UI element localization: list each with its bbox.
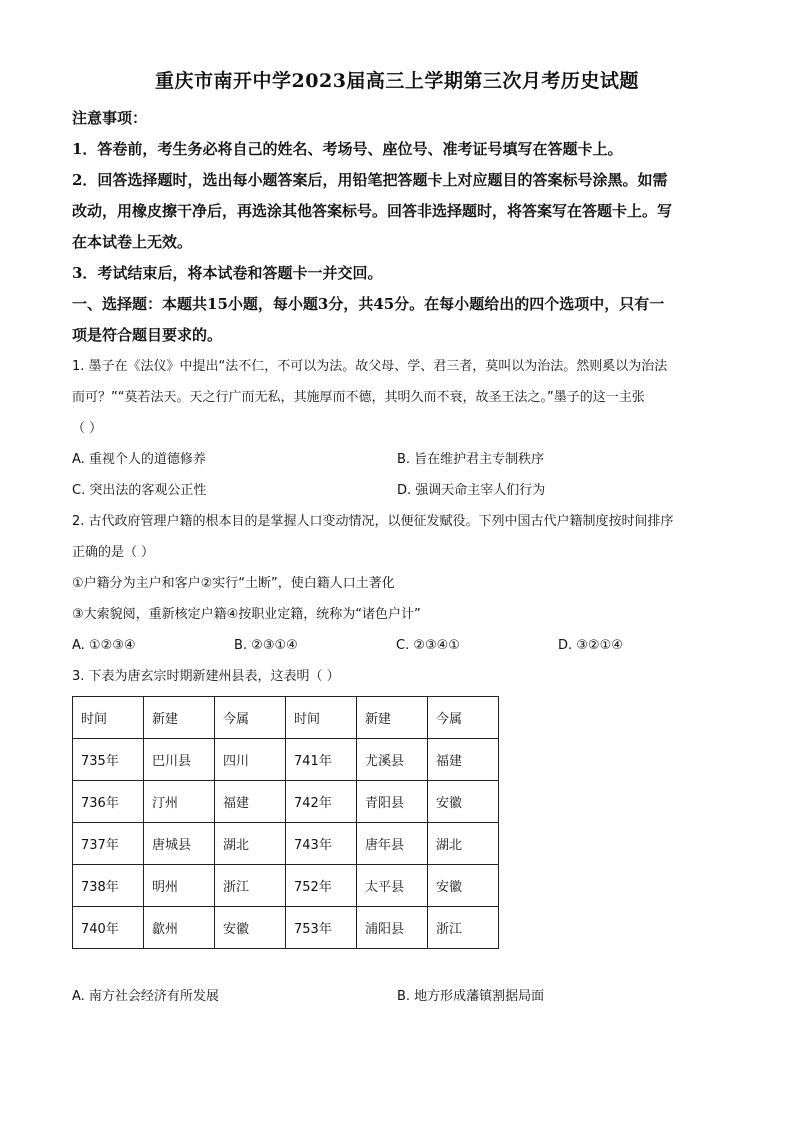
table-cell: 尤溪县 xyxy=(357,739,428,781)
table-header-cell: 时间 xyxy=(73,697,144,739)
table-row xyxy=(73,739,499,781)
q2-options-row xyxy=(72,630,722,661)
section-heading: 一、选择题：本题共15小题，每小题3分，共45分。在每小题给出的四个选项中，只有一 xyxy=(72,295,665,313)
notice-item-1: 1．答卷前，考生务必将自己的姓名、考场号、座位号、准考证号填写在答题卡上。 xyxy=(72,140,623,158)
table-cell: 湖北 xyxy=(428,823,499,865)
table-header-cell: 今属 xyxy=(215,697,286,739)
county-table xyxy=(72,696,499,949)
notice-item-2: 2．回答选择题时，选出每小题答案后，用铅笔把答题卡上对应题目的答案标号涂黑。如需 xyxy=(72,171,668,189)
q2-option-b: B. ②③①④ xyxy=(234,638,298,653)
table-header-cell: 时间 xyxy=(286,697,357,739)
question-1 xyxy=(72,351,722,506)
table-cell: 浦阳县 xyxy=(357,907,428,949)
notice-item-2-cont: 改动，用橡皮擦干净后，再选涂其他答案标号。回答非选择题时，将答案写在答题卡上。写 xyxy=(72,202,673,220)
q1-options-row-1 xyxy=(72,444,722,475)
notice-item-3: 3．考试结束后，将本试卷和答题卡一并交回。 xyxy=(72,264,383,282)
q2-items-2: ③大索貌阅，重新核定户籍④按职业定籍，统称为“诸色户计” xyxy=(72,607,421,622)
table-cell: 743年 xyxy=(286,823,357,865)
table-cell: 安徽 xyxy=(215,907,286,949)
q2-option-d: D. ③②①④ xyxy=(558,638,623,653)
q1-answer-blank: （ ） xyxy=(72,421,103,436)
q1-stem: 1. 墨子在《法仪》中提出“法不仁，不可以为法。故父母、学、君三者，莫叫以为治法。然则奚以为治法 xyxy=(72,359,668,374)
table-cell: 福建 xyxy=(215,781,286,823)
table-cell: 740年 xyxy=(73,907,144,949)
table-cell: 752年 xyxy=(286,865,357,907)
table-cell: 明州 xyxy=(144,865,215,907)
table-header-cell: 新建 xyxy=(357,697,428,739)
table-header-row xyxy=(73,697,499,739)
notice-heading: 注意事项： xyxy=(72,109,148,127)
table-cell: 巴川县 xyxy=(144,739,215,781)
q3-stem: 3. 下表为唐玄宗时期新建州县表，这表明（ ） xyxy=(72,669,340,684)
table-cell: 青阳县 xyxy=(357,781,428,823)
table-row xyxy=(73,907,499,949)
table-row xyxy=(73,823,499,865)
notice-item-2-end: 在本试卷上无效。 xyxy=(72,233,193,251)
table-cell: 安徽 xyxy=(428,781,499,823)
table-cell: 741年 xyxy=(286,739,357,781)
table-cell: 753年 xyxy=(286,907,357,949)
q1-stem-cont: 而可？”“莫若法天。天之行广而无私，其施厚而不德，其明久而不衰，故圣王法之。”墨子的这一主张 xyxy=(72,390,645,405)
table-cell: 太平县 xyxy=(357,865,428,907)
q1-options-row-2 xyxy=(72,475,722,506)
table-cell: 唐城县 xyxy=(144,823,215,865)
table-cell: 福建 xyxy=(428,739,499,781)
table-cell: 浙江 xyxy=(215,865,286,907)
table-header-cell: 今属 xyxy=(428,697,499,739)
table-row xyxy=(73,781,499,823)
q2-items-1: ①户籍分为主户和客户②实行“土断”，使白籍人口土著化 xyxy=(72,576,395,591)
section-heading-cont: 项是符合题目要求的。 xyxy=(72,326,223,344)
table-cell: 唐年县 xyxy=(357,823,428,865)
table-cell: 742年 xyxy=(286,781,357,823)
table-cell: 湖北 xyxy=(215,823,286,865)
q2-stem-cont: 正确的是（ ） xyxy=(72,545,155,560)
table-cell: 737年 xyxy=(73,823,144,865)
exam-title: 重庆市南开中学2023届高三上学期第三次月考历史试题 xyxy=(155,70,639,92)
q1-option-b: B. 旨在维护君主专制秩序 xyxy=(397,452,545,467)
q1-option-a: A. 重视个人的道德修养 xyxy=(72,452,206,467)
table-cell: 浙江 xyxy=(428,907,499,949)
table-cell: 汀州 xyxy=(144,781,215,823)
table-header-cell: 新建 xyxy=(144,697,215,739)
table-cell: 安徽 xyxy=(428,865,499,907)
table-cell: 738年 xyxy=(73,865,144,907)
q3-option-a: A. 南方社会经济有所发展 xyxy=(72,989,219,1004)
table-cell: 四川 xyxy=(215,739,286,781)
table-cell: 736年 xyxy=(73,781,144,823)
q3-options-row xyxy=(72,981,722,1012)
question-3 xyxy=(72,661,722,1012)
table-row xyxy=(73,865,499,907)
q2-stem: 2. 古代政府管理户籍的根本目的是掌握人口变动情况，以便征发赋役。下列中国古代户籍制度按时间排序 xyxy=(72,514,674,529)
exam-page xyxy=(72,66,722,1012)
q3-option-b: B. 地方形成藩镇割据局面 xyxy=(397,989,545,1004)
table-cell: 歙州 xyxy=(144,907,215,949)
q1-option-d: D. 强调天命主宰人们行为 xyxy=(397,483,546,498)
q2-option-c: C. ②③④① xyxy=(396,638,460,653)
table-spacer xyxy=(72,949,722,981)
q2-option-a: A. ①②③④ xyxy=(72,638,136,653)
question-2 xyxy=(72,506,722,661)
q1-option-c: C. 突出法的客观公正性 xyxy=(72,483,207,498)
table-cell: 735年 xyxy=(73,739,144,781)
